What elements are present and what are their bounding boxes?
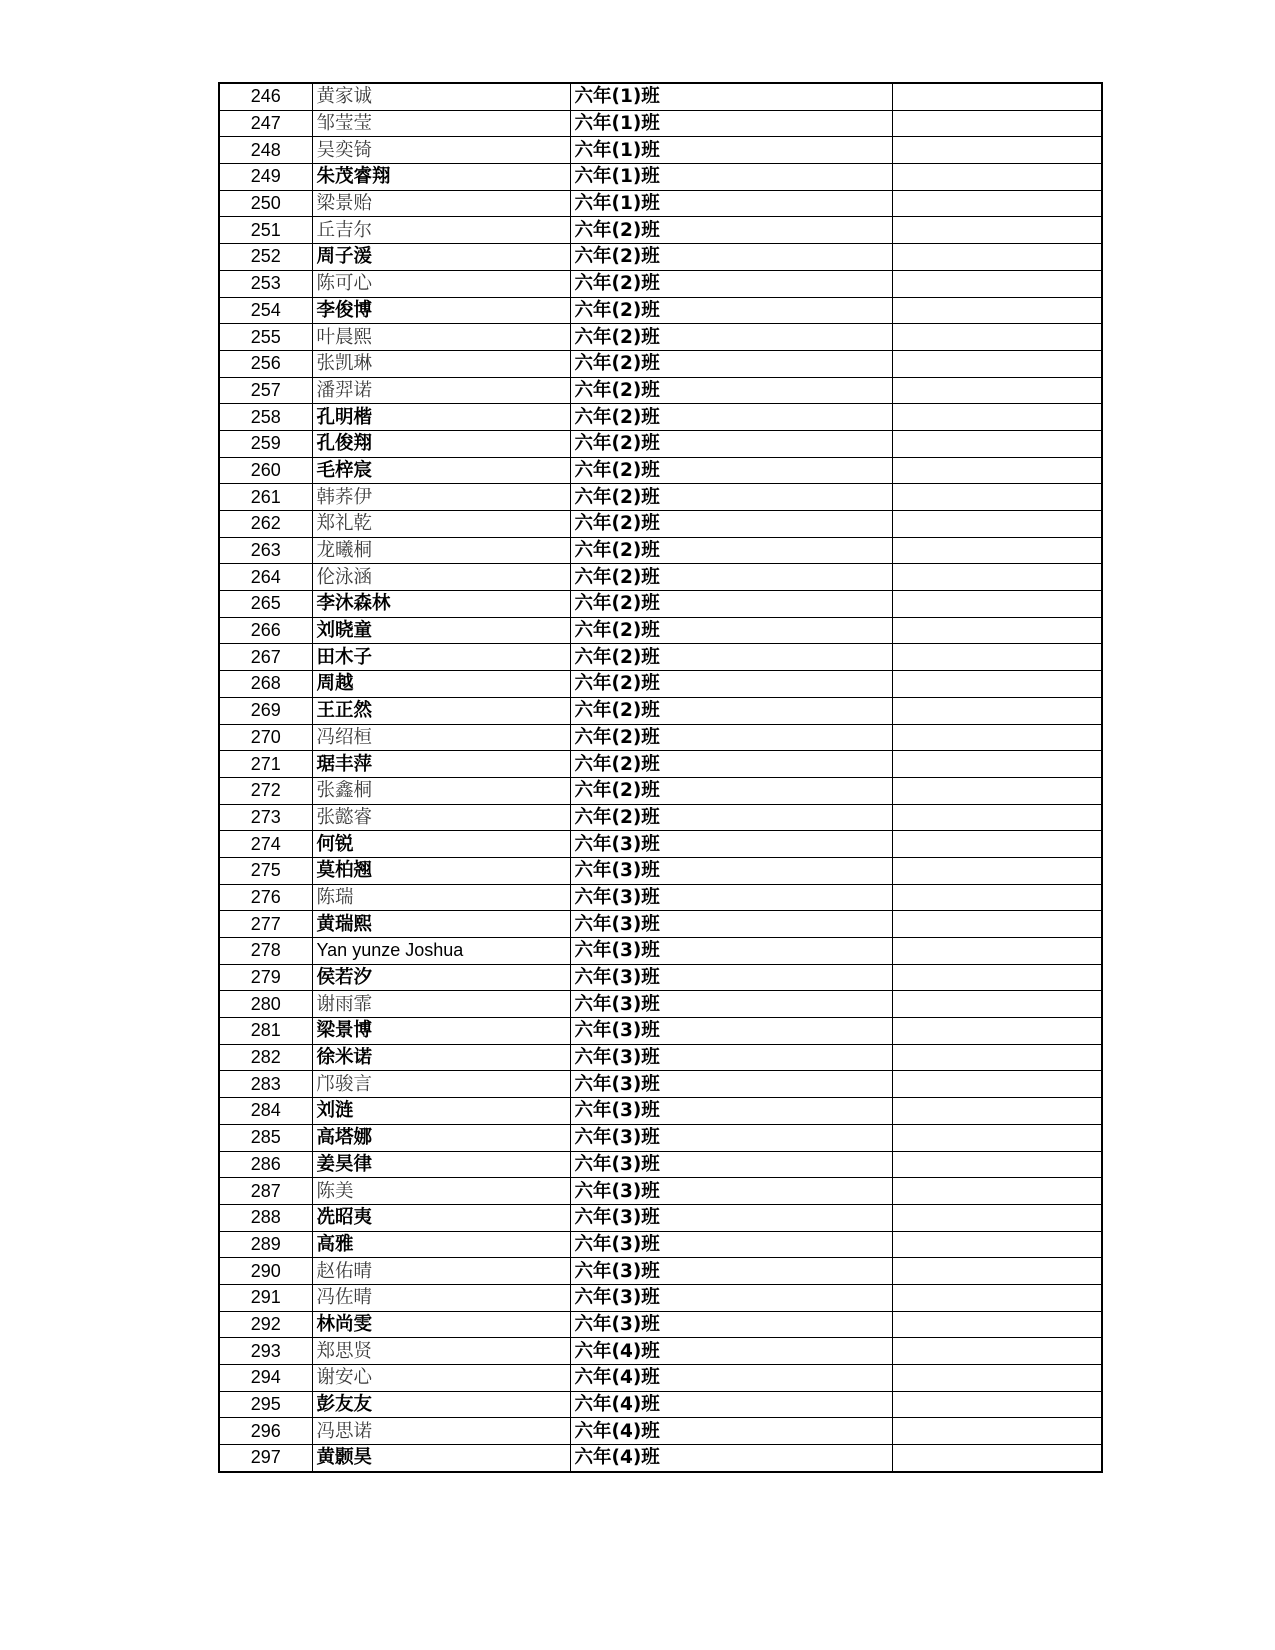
student-name-cell: 张鑫桐 [312,777,570,804]
class-name-cell: 六年(3)班 [570,1044,892,1071]
empty-note-cell [892,1338,1102,1365]
empty-note-cell [892,1124,1102,1151]
row-number-cell: 246 [219,83,312,110]
class-name-cell: 六年(3)班 [570,1311,892,1338]
class-name-cell: 六年(3)班 [570,1071,892,1098]
class-name-cell: 六年(1)班 [570,110,892,137]
class-name-cell: 六年(2)班 [570,324,892,351]
empty-note-cell [892,484,1102,511]
class-name-cell: 六年(3)班 [570,857,892,884]
empty-note-cell [892,537,1102,564]
student-name-cell: 黄家诚 [312,83,570,110]
empty-note-cell [892,217,1102,244]
empty-note-cell [892,911,1102,938]
empty-note-cell [892,110,1102,137]
empty-note-cell [892,137,1102,164]
table-row [219,1071,1102,1098]
row-number-cell: 288 [219,1204,312,1231]
row-number-cell: 293 [219,1338,312,1365]
class-name-cell: 六年(4)班 [570,1445,892,1472]
row-number-cell: 291 [219,1284,312,1311]
table-row [219,484,1102,511]
table-row [219,617,1102,644]
empty-note-cell [892,83,1102,110]
student-name-cell: 冯思诺 [312,1418,570,1445]
empty-note-cell [892,617,1102,644]
empty-note-cell [892,1071,1102,1098]
empty-note-cell [892,297,1102,324]
class-name-cell: 六年(2)班 [570,404,892,431]
student-name-cell: 郑思贤 [312,1338,570,1365]
class-name-cell: 六年(2)班 [570,537,892,564]
table-row [219,1178,1102,1205]
empty-note-cell [892,724,1102,751]
table-row [219,244,1102,271]
student-name-cell: 彭友友 [312,1391,570,1418]
empty-note-cell [892,804,1102,831]
student-name-cell: 王正然 [312,697,570,724]
empty-note-cell [892,1204,1102,1231]
empty-note-cell [892,751,1102,778]
table-row [219,377,1102,404]
class-name-cell: 六年(3)班 [570,1098,892,1125]
row-number-cell: 287 [219,1178,312,1205]
empty-note-cell [892,1418,1102,1445]
row-number-cell: 256 [219,350,312,377]
table-row [219,964,1102,991]
empty-note-cell [892,1311,1102,1338]
student-name-cell: 陈美 [312,1178,570,1205]
student-name-cell: 林尚雯 [312,1311,570,1338]
row-number-cell: 279 [219,964,312,991]
class-name-cell: 六年(2)班 [570,591,892,618]
row-number-cell: 282 [219,1044,312,1071]
student-name-cell: 潘羿诺 [312,377,570,404]
row-number-cell: 275 [219,857,312,884]
student-name-cell: 侯若汐 [312,964,570,991]
row-number-cell: 283 [219,1071,312,1098]
student-name-cell: 韩荞伊 [312,484,570,511]
table-row [219,110,1102,137]
class-name-cell: 六年(1)班 [570,190,892,217]
row-number-cell: 250 [219,190,312,217]
class-name-cell: 六年(3)班 [570,938,892,965]
table-row [219,1418,1102,1445]
student-name-cell: 赵佑晴 [312,1258,570,1285]
student-name-cell: 梁景贻 [312,190,570,217]
student-name-cell: 莫柏翘 [312,857,570,884]
table-row [219,991,1102,1018]
class-name-cell: 六年(2)班 [570,751,892,778]
empty-note-cell [892,430,1102,457]
class-name-cell: 六年(1)班 [570,83,892,110]
row-number-cell: 290 [219,1258,312,1285]
class-name-cell: 六年(3)班 [570,1284,892,1311]
empty-note-cell [892,938,1102,965]
class-name-cell: 六年(2)班 [570,777,892,804]
row-number-cell: 255 [219,324,312,351]
table-row [219,697,1102,724]
class-name-cell: 六年(2)班 [570,457,892,484]
class-name-cell: 六年(2)班 [570,697,892,724]
row-number-cell: 273 [219,804,312,831]
row-number-cell: 247 [219,110,312,137]
table-row [219,1098,1102,1125]
row-number-cell: 269 [219,697,312,724]
class-name-cell: 六年(2)班 [570,244,892,271]
row-number-cell: 295 [219,1391,312,1418]
empty-note-cell [892,1445,1102,1472]
student-name-cell: 李沐森林 [312,591,570,618]
class-name-cell: 六年(2)班 [570,377,892,404]
empty-note-cell [892,991,1102,1018]
student-name-cell: 冯佐晴 [312,1284,570,1311]
row-number-cell: 272 [219,777,312,804]
student-name-cell: 叶晨熙 [312,324,570,351]
empty-note-cell [892,564,1102,591]
class-name-cell: 六年(2)班 [570,724,892,751]
class-name-cell: 六年(3)班 [570,884,892,911]
row-number-cell: 261 [219,484,312,511]
class-name-cell: 六年(3)班 [570,1204,892,1231]
table-row [219,350,1102,377]
student-name-cell: 黄颢昊 [312,1445,570,1472]
student-name-cell: 伦泳涵 [312,564,570,591]
table-row [219,1231,1102,1258]
empty-note-cell [892,324,1102,351]
student-name-cell: 冯绍桓 [312,724,570,751]
table-row [219,1151,1102,1178]
row-number-cell: 251 [219,217,312,244]
class-name-cell: 六年(2)班 [570,297,892,324]
row-number-cell: 292 [219,1311,312,1338]
roster-table-body [219,83,1102,1472]
table-row [219,457,1102,484]
row-number-cell: 265 [219,591,312,618]
table-row [219,671,1102,698]
table-row [219,270,1102,297]
empty-note-cell [892,644,1102,671]
class-name-cell: 六年(3)班 [570,1151,892,1178]
student-name-cell: 吴奕锜 [312,137,570,164]
class-name-cell: 六年(2)班 [570,217,892,244]
row-number-cell: 254 [219,297,312,324]
table-row [219,404,1102,431]
student-name-cell: 郑礼乾 [312,511,570,538]
row-number-cell: 266 [219,617,312,644]
empty-note-cell [892,404,1102,431]
student-name-cell: 黄瑞熙 [312,911,570,938]
table-row [219,217,1102,244]
table-row [219,644,1102,671]
empty-note-cell [892,164,1102,191]
table-row [219,324,1102,351]
student-name-cell: 谢安心 [312,1365,570,1392]
class-name-cell: 六年(1)班 [570,137,892,164]
class-name-cell: 六年(3)班 [570,831,892,858]
student-name-cell: 朱茂睿翔 [312,164,570,191]
table-row [219,430,1102,457]
student-name-cell: 何锐 [312,831,570,858]
empty-note-cell [892,1231,1102,1258]
empty-note-cell [892,831,1102,858]
row-number-cell: 264 [219,564,312,591]
empty-note-cell [892,1044,1102,1071]
table-row [219,1391,1102,1418]
row-number-cell: 280 [219,991,312,1018]
student-name-cell: 徐米诺 [312,1044,570,1071]
table-row [219,164,1102,191]
empty-note-cell [892,190,1102,217]
row-number-cell: 262 [219,511,312,538]
row-number-cell: 249 [219,164,312,191]
student-name-cell: 孔明楷 [312,404,570,431]
table-row [219,938,1102,965]
student-name-cell: 邝骏言 [312,1071,570,1098]
empty-note-cell [892,591,1102,618]
row-number-cell: 270 [219,724,312,751]
table-row [219,1258,1102,1285]
table-row [219,564,1102,591]
row-number-cell: 248 [219,137,312,164]
class-name-cell: 六年(3)班 [570,911,892,938]
student-name-cell: 周子湲 [312,244,570,271]
row-number-cell: 297 [219,1445,312,1472]
empty-note-cell [892,857,1102,884]
table-row [219,1204,1102,1231]
table-row [219,591,1102,618]
student-name-cell: 周越 [312,671,570,698]
empty-note-cell [892,671,1102,698]
class-name-cell: 六年(3)班 [570,964,892,991]
class-name-cell: 六年(2)班 [570,644,892,671]
row-number-cell: 253 [219,270,312,297]
row-number-cell: 294 [219,1365,312,1392]
class-name-cell: 六年(3)班 [570,1018,892,1045]
table-row [219,1044,1102,1071]
class-name-cell: 六年(3)班 [570,1178,892,1205]
student-name-cell: 孔俊翔 [312,430,570,457]
empty-note-cell [892,270,1102,297]
row-number-cell: 285 [219,1124,312,1151]
student-name-cell: 谢雨霏 [312,991,570,1018]
class-name-cell: 六年(4)班 [570,1365,892,1392]
empty-note-cell [892,1284,1102,1311]
table-row [219,1445,1102,1472]
empty-note-cell [892,1151,1102,1178]
row-number-cell: 281 [219,1018,312,1045]
row-number-cell: 252 [219,244,312,271]
row-number-cell: 260 [219,457,312,484]
row-number-cell: 271 [219,751,312,778]
student-name-cell: 张凯琳 [312,350,570,377]
table-row [219,1284,1102,1311]
table-row [219,804,1102,831]
student-name-cell: 冼昭夷 [312,1204,570,1231]
row-number-cell: 278 [219,938,312,965]
student-name-cell: 刘涟 [312,1098,570,1125]
class-name-cell: 六年(1)班 [570,164,892,191]
student-name-cell: 姜昊律 [312,1151,570,1178]
class-name-cell: 六年(2)班 [570,564,892,591]
empty-note-cell [892,377,1102,404]
student-name-cell: Yan yunze Joshua [312,938,570,965]
table-row [219,1018,1102,1045]
empty-note-cell [892,1258,1102,1285]
row-number-cell: 267 [219,644,312,671]
empty-note-cell [892,697,1102,724]
class-name-cell: 六年(4)班 [570,1391,892,1418]
empty-note-cell [892,964,1102,991]
class-name-cell: 六年(3)班 [570,991,892,1018]
student-name-cell: 毛梓宸 [312,457,570,484]
class-name-cell: 六年(2)班 [570,617,892,644]
table-row [219,83,1102,110]
table-row [219,724,1102,751]
table-row [219,537,1102,564]
row-number-cell: 259 [219,430,312,457]
student-name-cell: 丘吉尔 [312,217,570,244]
table-row [219,911,1102,938]
class-name-cell: 六年(3)班 [570,1258,892,1285]
table-row [219,511,1102,538]
student-name-cell: 琚丰萍 [312,751,570,778]
row-number-cell: 286 [219,1151,312,1178]
row-number-cell: 258 [219,404,312,431]
student-name-cell: 高塔娜 [312,1124,570,1151]
student-name-cell: 邹莹莹 [312,110,570,137]
row-number-cell: 289 [219,1231,312,1258]
class-name-cell: 六年(2)班 [570,671,892,698]
table-row [219,1311,1102,1338]
row-number-cell: 276 [219,884,312,911]
student-name-cell: 张懿睿 [312,804,570,831]
row-number-cell: 284 [219,1098,312,1125]
row-number-cell: 268 [219,671,312,698]
table-row [219,297,1102,324]
row-number-cell: 274 [219,831,312,858]
empty-note-cell [892,1018,1102,1045]
table-row [219,190,1102,217]
class-name-cell: 六年(2)班 [570,484,892,511]
empty-note-cell [892,350,1102,377]
student-name-cell: 李俊博 [312,297,570,324]
class-name-cell: 六年(2)班 [570,804,892,831]
class-name-cell: 六年(2)班 [570,270,892,297]
table-row [219,857,1102,884]
student-name-cell: 刘晓童 [312,617,570,644]
student-roster-table [218,82,1103,1473]
class-name-cell: 六年(3)班 [570,1124,892,1151]
empty-note-cell [892,1365,1102,1392]
row-number-cell: 263 [219,537,312,564]
table-row [219,884,1102,911]
class-name-cell: 六年(4)班 [570,1418,892,1445]
student-name-cell: 高雅 [312,1231,570,1258]
empty-note-cell [892,884,1102,911]
class-name-cell: 六年(4)班 [570,1338,892,1365]
empty-note-cell [892,1391,1102,1418]
table-row [219,1365,1102,1392]
row-number-cell: 257 [219,377,312,404]
table-row [219,831,1102,858]
table-row [219,1124,1102,1151]
student-name-cell: 陈瑞 [312,884,570,911]
table-row [219,777,1102,804]
row-number-cell: 277 [219,911,312,938]
empty-note-cell [892,244,1102,271]
empty-note-cell [892,1098,1102,1125]
table-row [219,751,1102,778]
student-name-cell: 梁景博 [312,1018,570,1045]
table-row [219,1338,1102,1365]
empty-note-cell [892,457,1102,484]
student-name-cell: 田木子 [312,644,570,671]
class-name-cell: 六年(2)班 [570,350,892,377]
empty-note-cell [892,777,1102,804]
student-name-cell: 龙曦桐 [312,537,570,564]
row-number-cell: 296 [219,1418,312,1445]
empty-note-cell [892,511,1102,538]
class-name-cell: 六年(2)班 [570,511,892,538]
empty-note-cell [892,1178,1102,1205]
class-name-cell: 六年(3)班 [570,1231,892,1258]
class-name-cell: 六年(2)班 [570,430,892,457]
table-row [219,137,1102,164]
student-name-cell: 陈可心 [312,270,570,297]
